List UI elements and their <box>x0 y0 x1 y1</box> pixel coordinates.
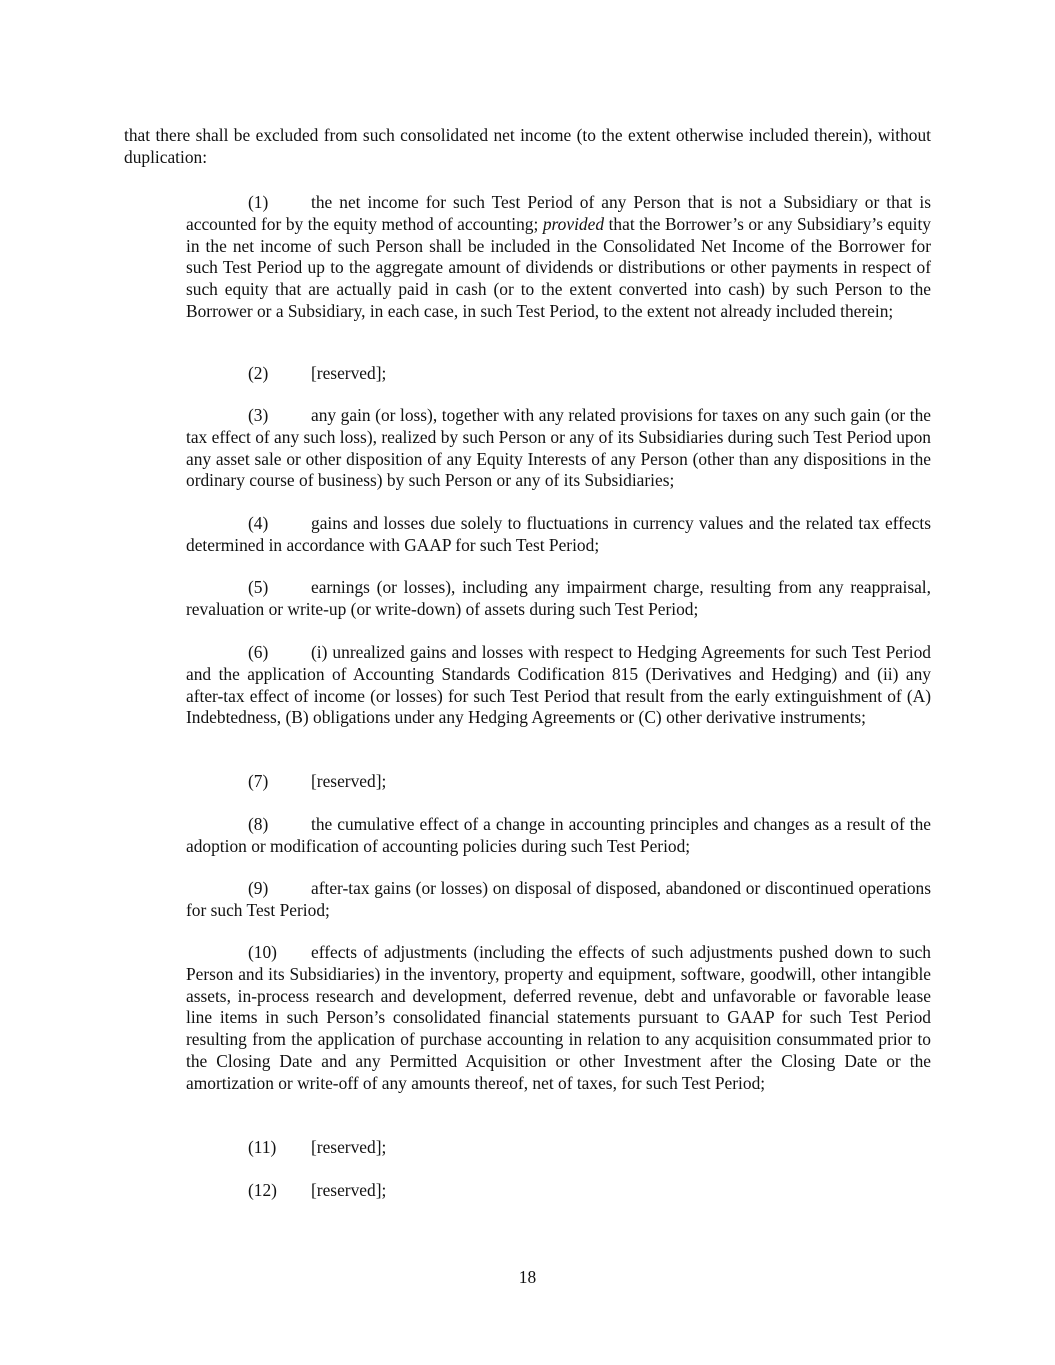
list-item <box>186 1137 931 1159</box>
item-text: the cumulative effect of a change in accounting principles and changes as a result of the adoption or modification of accounting policies during such Test Period; <box>186 814 931 856</box>
item-number: (12) <box>248 1180 277 1200</box>
list-item <box>186 878 931 922</box>
item-number: (3) <box>248 405 269 425</box>
item-number: (8) <box>248 814 269 834</box>
item-text: after-tax gains (or losses) on disposal of disposed, abandoned or discontinued operations for such Test Period; <box>186 878 931 920</box>
list-item <box>186 192 931 323</box>
item-text: (i) unrealized gains and losses with respect to Hedging Agreements for such Test Period and the application of Accounting Standards Codification 815 (Derivatives and Hedging) and (ii) any after-tax effect of income (or losses) for such Test Period that result from the early extinguishment of (A) Indebtedness, (B) obligations under any Hedging Agreements or (C) other derivative instruments; <box>186 642 931 728</box>
list-item <box>186 405 931 492</box>
item-number: (1) <box>248 192 269 212</box>
item-text: [reserved]; <box>311 1180 387 1200</box>
item-text: effects of adjustments (including the effects of such adjustments pushed down to such Person and its Subsidiaries) in the inventory, property and equipment, software, goodwill, other intangible assets, in-process research and development, deferred revenue, debt and unfavorable or favorable lease line items in such Person’s consolidated financial statements pursuant to GAAP for such Test Period resulting from the application of purchase accounting in relation to any acquisition consummated prior to the Closing Date and any Permitted Acquisition or other Investment after the Closing Date or the amortization or write-off of any amounts thereof, net of taxes, for such Test Period; <box>186 942 931 1093</box>
list-item <box>186 642 931 729</box>
item-number: (6) <box>248 642 269 662</box>
item-number: (9) <box>248 878 269 898</box>
list-item <box>186 814 931 858</box>
list-item <box>186 942 931 1095</box>
item-text: [reserved]; <box>311 363 387 383</box>
list-item <box>186 1180 931 1202</box>
item-text: [reserved]; <box>311 771 387 791</box>
item-text: earnings (or losses), including any impairment charge, resulting from any reappraisal, revaluation or write-up (or write-down) of assets during such Test Period; <box>186 577 931 619</box>
list-item <box>186 577 931 621</box>
item-text: that the Borrower’s or any Subsidiary’s equity in the net income of such Person shall be included in the Consolidated Net Income of the Borrower for such Test Period up to the aggregate amount of dividends or distributions or other payments in respect of such equity that are actually paid in cash (or to the extent converted into cash) by such Person to the Borrower or a Subsidiary, in each case, in such Test Period, to the extent not already included therein; <box>186 213 931 321</box>
intro-paragraph: that there shall be excluded from such consolidated net income (to the extent otherwise included therein), without duplication: <box>124 125 931 167</box>
list-item <box>186 513 931 557</box>
item-text: any gain (or loss), together with any related provisions for taxes on any such gain (or the tax effect of any such loss), realized by such Person or any of its Subsidiaries during such Test Period upon any asset sale or other disposition of any Equity Interests of any Person (other than any dispositions in the ordinary course of business) by such Person or any of its Subsidiaries; <box>186 405 931 491</box>
item-number: (5) <box>248 577 269 597</box>
item-number: (4) <box>248 513 269 533</box>
item-number: (7) <box>248 771 269 791</box>
item-text: [reserved]; <box>311 1137 387 1157</box>
list-item <box>186 771 931 793</box>
item-emphasis: provided <box>542 213 605 234</box>
item-text: the net income for such Test Period of any Person that is not a Subsidiary or that is accounted for by the equity method of accounting; <box>186 192 931 234</box>
list-item <box>186 363 931 385</box>
item-number: (10) <box>248 942 277 962</box>
page-number: 18 <box>518 1267 537 1287</box>
item-number: (2) <box>248 363 269 383</box>
item-number: (11) <box>248 1137 277 1157</box>
item-text: gains and losses due solely to fluctuations in currency values and the related tax effects determined in accordance with GAAP for such Test Period; <box>186 513 931 555</box>
